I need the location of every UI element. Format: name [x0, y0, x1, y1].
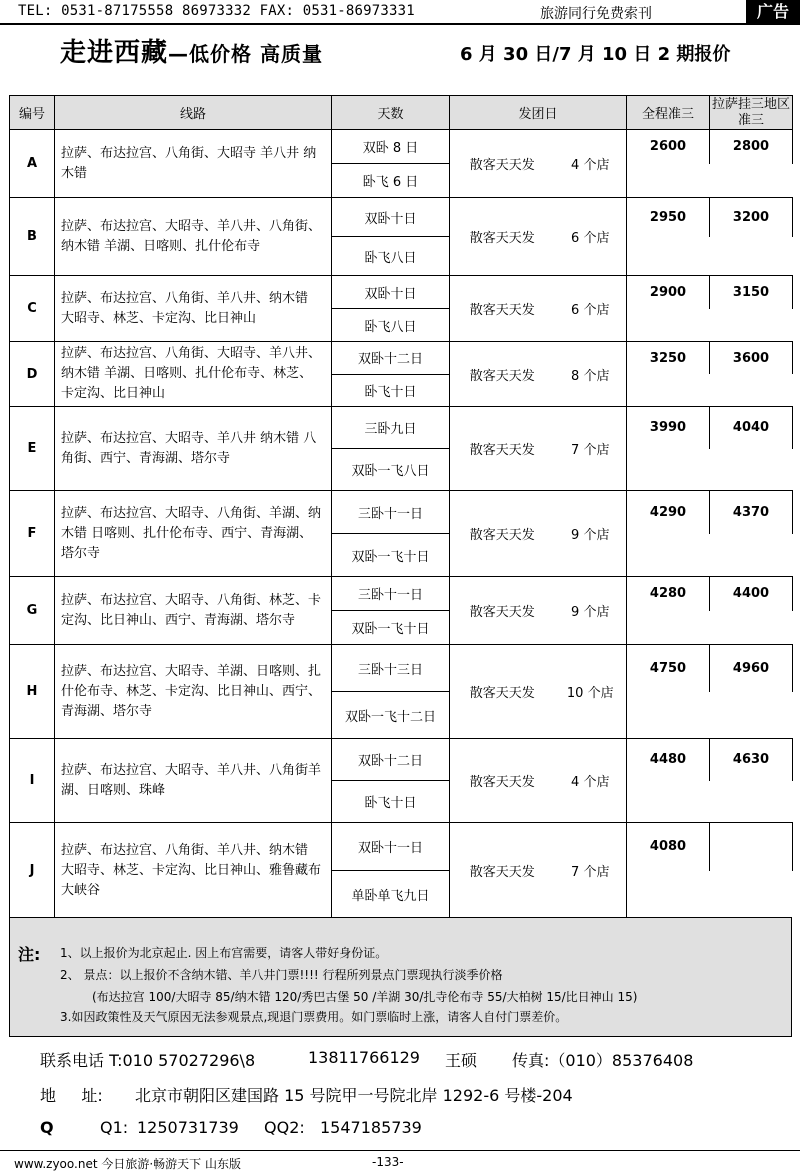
- days-option: 双卧十二日: [332, 342, 450, 375]
- days-option: 双卧一飞十二日: [332, 692, 450, 739]
- table-header-row: [10, 96, 793, 130]
- table-row: [10, 645, 793, 692]
- days-option: 卧飞八日: [332, 237, 450, 276]
- route-code: D: [10, 342, 55, 407]
- route-description: 拉萨、布达拉宫、八角街、羊八井、纳木错 大昭寺、林芝、卡定沟、比日神山: [55, 276, 332, 342]
- days-option: 双卧 8 日: [332, 130, 450, 164]
- full-price: 2950: [627, 198, 710, 237]
- departure: 散客天天发: [450, 130, 555, 198]
- full-price: 3990: [627, 407, 710, 449]
- departure: 散客天天发: [450, 407, 555, 491]
- lhasa-price: 3200: [710, 198, 793, 237]
- store-count: 4 个店: [555, 130, 627, 198]
- full-price: 2900: [627, 276, 710, 309]
- route-description: 拉萨、布达拉宫、大昭寺、八角街、羊湖、纳木错 日喀则、扎什伦布寺、西宁、青海湖、塔尔寺: [55, 491, 332, 577]
- days-option: 双卧十一日: [332, 823, 450, 871]
- days-option: 卧飞十日: [332, 781, 450, 823]
- address-label: 地 址:: [40, 1086, 103, 1105]
- store-count: 6 个店: [555, 198, 627, 276]
- departure: 散客天天发: [450, 739, 555, 823]
- days-option: 三卧九日: [332, 407, 450, 449]
- days-option: 卧飞八日: [332, 309, 450, 342]
- route-description: 拉萨、布达拉宫、八角街、羊八井、纳木错 大昭寺、林芝、卡定沟、比日神山、雅鲁藏布大峡谷: [55, 823, 332, 919]
- route-code: G: [10, 577, 55, 645]
- store-count: 7 个店: [555, 823, 627, 919]
- table-row: [10, 342, 793, 375]
- lhasa-price: 3150: [710, 276, 793, 309]
- lhasa-price: 4040: [710, 407, 793, 449]
- route-code: B: [10, 198, 55, 276]
- q2-number: 1547185739: [320, 1118, 422, 1137]
- departure: 散客天天发: [450, 491, 555, 577]
- days-option: 双卧一飞八日: [332, 449, 450, 491]
- days-option: 双卧十二日: [332, 739, 450, 781]
- departure: 散客天天发: [450, 577, 555, 645]
- days-option: 单卧单飞九日: [332, 871, 450, 919]
- route-code: C: [10, 276, 55, 342]
- route-code: A: [10, 130, 55, 198]
- header-lhasa-price: 拉萨挂三地区准三: [710, 96, 793, 130]
- route-description: 拉萨、布达拉宫、八角街、大昭寺 羊八井 纳木错: [55, 130, 332, 198]
- days-option: 三卧十一日: [332, 577, 450, 611]
- table-row: [10, 491, 793, 534]
- days-option: 双卧十日: [332, 276, 450, 309]
- store-count: 7 个店: [555, 407, 627, 491]
- phone: 联系电话 T:010 57027296\8: [40, 1051, 256, 1070]
- table-row: [10, 276, 793, 309]
- route-description: 拉萨、布达拉宫、大昭寺、羊八井 纳木错 八角街、西宁、青海湖、塔尔寺: [55, 407, 332, 491]
- notes-box: [9, 917, 792, 1037]
- departure: 散客天天发: [450, 276, 555, 342]
- note-line: 2、 景点：以上报价不含纳木错、羊八井门票!!!! 行程所列景点门票现执行淡季价格: [60, 968, 503, 982]
- contact-name: 王硕: [445, 1051, 478, 1070]
- route-code: J: [10, 823, 55, 919]
- table-row: [10, 198, 793, 237]
- q-label: Q: [40, 1118, 54, 1137]
- table-row: [10, 407, 793, 449]
- route-code: H: [10, 645, 55, 739]
- route-code: I: [10, 739, 55, 823]
- store-count: 9 个店: [555, 577, 627, 645]
- lhasa-price: 4400: [710, 577, 793, 611]
- table-row: [10, 577, 793, 611]
- lhasa-price: 2800: [710, 130, 793, 164]
- lhasa-price: 4630: [710, 739, 793, 781]
- top-divider: [0, 23, 800, 25]
- full-price: 4750: [627, 645, 710, 692]
- routes-table: [9, 95, 793, 919]
- route-description: 拉萨、布达拉宫、八角街、大昭寺、羊八井、纳木错 羊湖、日喀则、扎什伦布寺、林芝、卡定沟、比日神山: [55, 342, 332, 407]
- address: 北京市朝阳区建国路 15 号院甲一号院北岸 1292-6 号楼-204: [135, 1086, 573, 1105]
- top-bar: [0, 0, 800, 24]
- q1-label: Q1:: [100, 1118, 129, 1137]
- route-description: 拉萨、布达拉宫、大昭寺、八角街、林芝、卡定沟、比日神山、西宁、青海湖、塔尔寺: [55, 577, 332, 645]
- bottom-divider: [0, 1150, 800, 1151]
- departure: 散客天天发: [450, 823, 555, 919]
- table-row: [10, 823, 793, 871]
- header-code: 编号: [10, 96, 55, 130]
- page-number: -133-: [372, 1155, 404, 1169]
- note-line: 1、以上报价为北京起止. 因上布宫需要，请客人带好身份证。: [60, 946, 388, 960]
- days-option: 双卧一飞十日: [332, 611, 450, 645]
- route-description: 拉萨、布达拉宫、大昭寺、羊八井、八角街、纳木错 羊湖、日喀则、扎什伦布寺: [55, 198, 332, 276]
- store-count: 8 个店: [555, 342, 627, 407]
- days-option: 双卧十日: [332, 198, 450, 237]
- days-option: 三卧十三日: [332, 645, 450, 692]
- full-price: 3250: [627, 342, 710, 375]
- lhasa-price: 3600: [710, 342, 793, 375]
- header-days: 天数: [332, 96, 450, 130]
- table-row: [10, 130, 793, 164]
- note-line: (布达拉宫 100/大昭寺 85/纳木错 120/秀巴古堡 50 /羊湖 30/扎寺伦布寺 55/大柏树 15/比日神山 15): [92, 990, 638, 1004]
- days-option: 双卧一飞十日: [332, 534, 450, 577]
- title-main: 走进西藏: [60, 38, 169, 68]
- site-footer: www.zyoo.net 今日旅游·畅游天下 山东版: [14, 1157, 241, 1171]
- header-index-text: 旅游同行免费索刊: [540, 6, 652, 22]
- route-description: 拉萨、布达拉宫、大昭寺、羊湖、日喀则、扎什伦布寺、林芝、卡定沟、比日神山、西宁、青海湖、塔尔寺: [55, 645, 332, 739]
- route-code: E: [10, 407, 55, 491]
- departure: 散客天天发: [450, 342, 555, 407]
- price-period: 6 月 30 日/7 月 10 日 2 期报价: [460, 44, 731, 65]
- lhasa-price: [710, 823, 793, 871]
- header-contact: TEL: 0531-87175558 86973332 FAX: 0531-86973331: [18, 3, 415, 19]
- days-option: 三卧十一日: [332, 491, 450, 534]
- full-price: 4480: [627, 739, 710, 781]
- header-full-price: 全程准三: [627, 96, 710, 130]
- q2-label: QQ2:: [264, 1118, 305, 1137]
- note-line: 3.如因政策性及天气原因无法参观景点,现退门票费用。如门票临时上涨，请客人自付门票差价。: [60, 1010, 568, 1024]
- full-price: 4080: [627, 823, 710, 871]
- page-title: [60, 32, 323, 69]
- table-row: [10, 739, 793, 781]
- ad-badge: 广告: [746, 0, 800, 24]
- header-route: 线路: [55, 96, 332, 130]
- mobile: 13811766129: [308, 1048, 420, 1067]
- full-price: 4290: [627, 491, 710, 534]
- header-departure: 发团日: [450, 96, 627, 130]
- notes-label: 注:: [18, 945, 41, 964]
- route-description: 拉萨、布达拉宫、大昭寺、羊八井、八角街羊湖、日喀则、珠峰: [55, 739, 332, 823]
- store-count: 10 个店: [555, 645, 627, 739]
- fax: 传真:（010）85376408: [512, 1051, 694, 1070]
- days-option: 卧飞 6 日: [332, 164, 450, 198]
- departure: 散客天天发: [450, 198, 555, 276]
- lhasa-price: 4370: [710, 491, 793, 534]
- full-price: 2600: [627, 130, 710, 164]
- route-code: F: [10, 491, 55, 577]
- full-price: 4280: [627, 577, 710, 611]
- store-count: 4 个店: [555, 739, 627, 823]
- q1-number: 1250731739: [137, 1118, 239, 1137]
- lhasa-price: 4960: [710, 645, 793, 692]
- store-count: 6 个店: [555, 276, 627, 342]
- departure: 散客天天发: [450, 645, 555, 739]
- title-sub: —低价格 高质量: [168, 42, 323, 66]
- days-option: 卧飞十日: [332, 374, 450, 407]
- store-count: 9 个店: [555, 491, 627, 577]
